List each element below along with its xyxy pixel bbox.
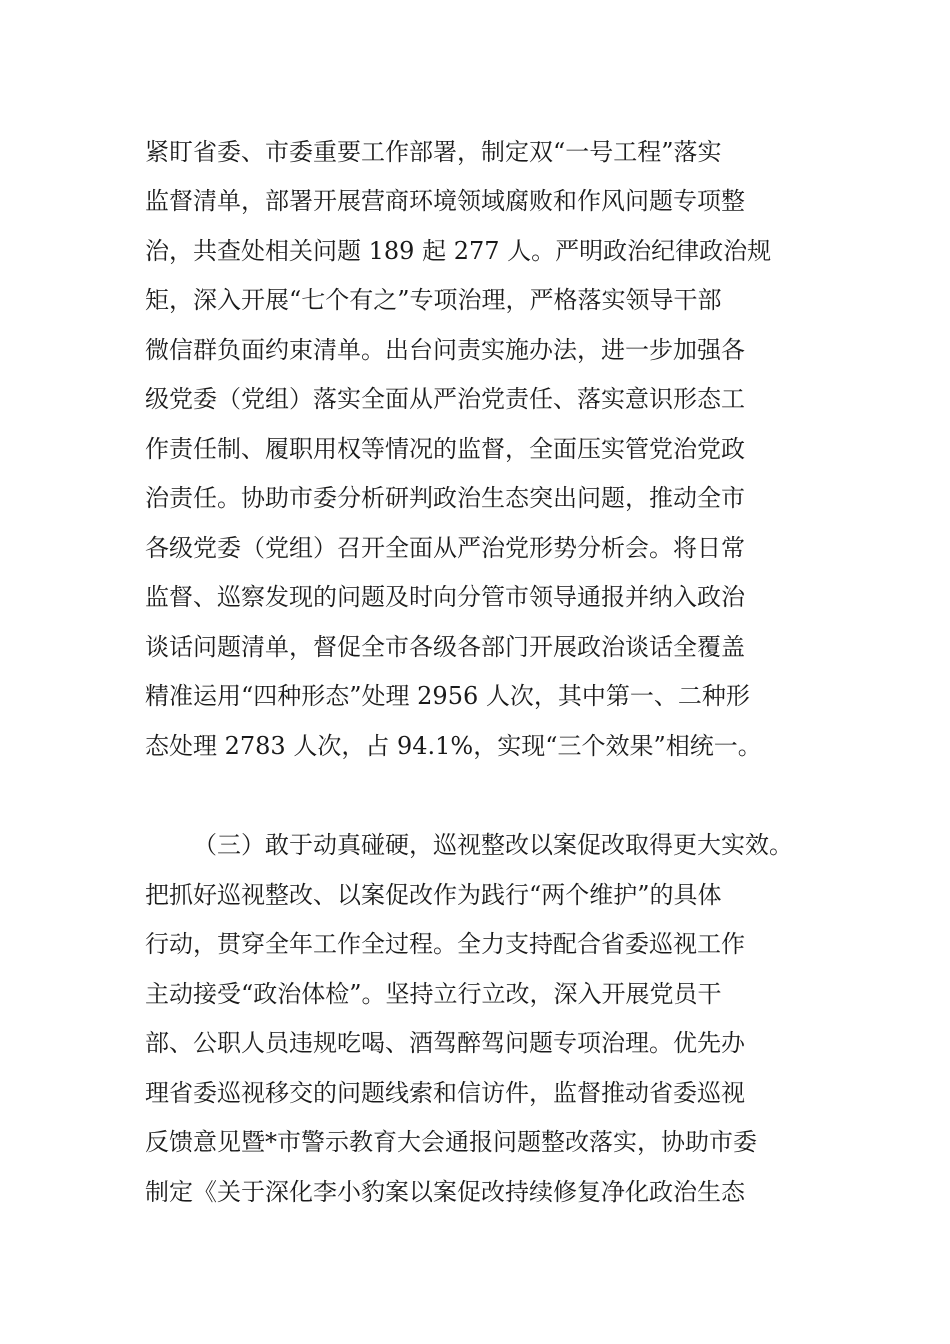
text-line: 级党委（党组）落实全面从严治党责任、落实意识形态工 bbox=[145, 385, 745, 413]
text-line: 微信群负面约束清单。出台问责实施办法，进一步加强各 bbox=[145, 336, 745, 364]
text-line: 谈话问题清单，督促全市各级各部门开展政治谈话全覆盖 bbox=[145, 633, 745, 661]
text-line: 部、公职人员违规吃喝、酒驾醉驾问题专项治理。优先办 bbox=[145, 1029, 745, 1057]
text-line: 主动接受“政治体检”。坚持立行立改，深入开展党员干 bbox=[145, 980, 722, 1008]
text-line: 矩，深入开展“七个有之”专项治理，严格落实领导干部 bbox=[145, 286, 722, 314]
text-line: 治，共查处相关问题 189 起 277 人。严明政治纪律政治规 bbox=[145, 237, 772, 265]
text-line: 理省委巡视移交的问题线索和信访件，监督推动省委巡视 bbox=[145, 1079, 745, 1107]
text-line: 紧盯省委、市委重要工作部署，制定双“一号工程”落实 bbox=[145, 138, 722, 166]
text-line: 把抓好巡视整改、以案促改作为践行“两个维护”的具体 bbox=[145, 881, 722, 909]
text-line: 精准运用“四种形态”处理 2956 人次，其中第一、二种形 bbox=[145, 682, 750, 710]
text-line: 治责任。协助市委分析研判政治生态突出问题，推动全市 bbox=[145, 484, 745, 512]
text-line: 反馈意见暨*市警示教育大会通报问题整改落实，协助市委 bbox=[145, 1128, 757, 1156]
text-line: 作责任制、履职用权等情况的监督，全面压实管党治党政 bbox=[145, 435, 745, 463]
text-line: 制定《关于深化李小豹案以案促改持续修复净化政治生态 bbox=[145, 1178, 745, 1206]
section-heading-line: （三）敢于动真碰硬，巡视整改以案促改取得更大实效。 bbox=[193, 831, 793, 859]
text-line: 行动，贯穿全年工作全过程。全力支持配合省委巡视工作 bbox=[145, 930, 745, 958]
text-line: 监督清单，部署开展营商环境领域腐败和作风问题专项整 bbox=[145, 187, 745, 215]
text-line: 监督、巡察发现的问题及时向分管市领导通报并纳入政治 bbox=[145, 583, 745, 611]
text-line: 态处理 2783 人次，占 94.1%，实现“三个效果”相统一。 bbox=[145, 732, 762, 760]
text-line: 各级党委（党组）召开全面从严治党形势分析会。将日常 bbox=[145, 534, 745, 562]
